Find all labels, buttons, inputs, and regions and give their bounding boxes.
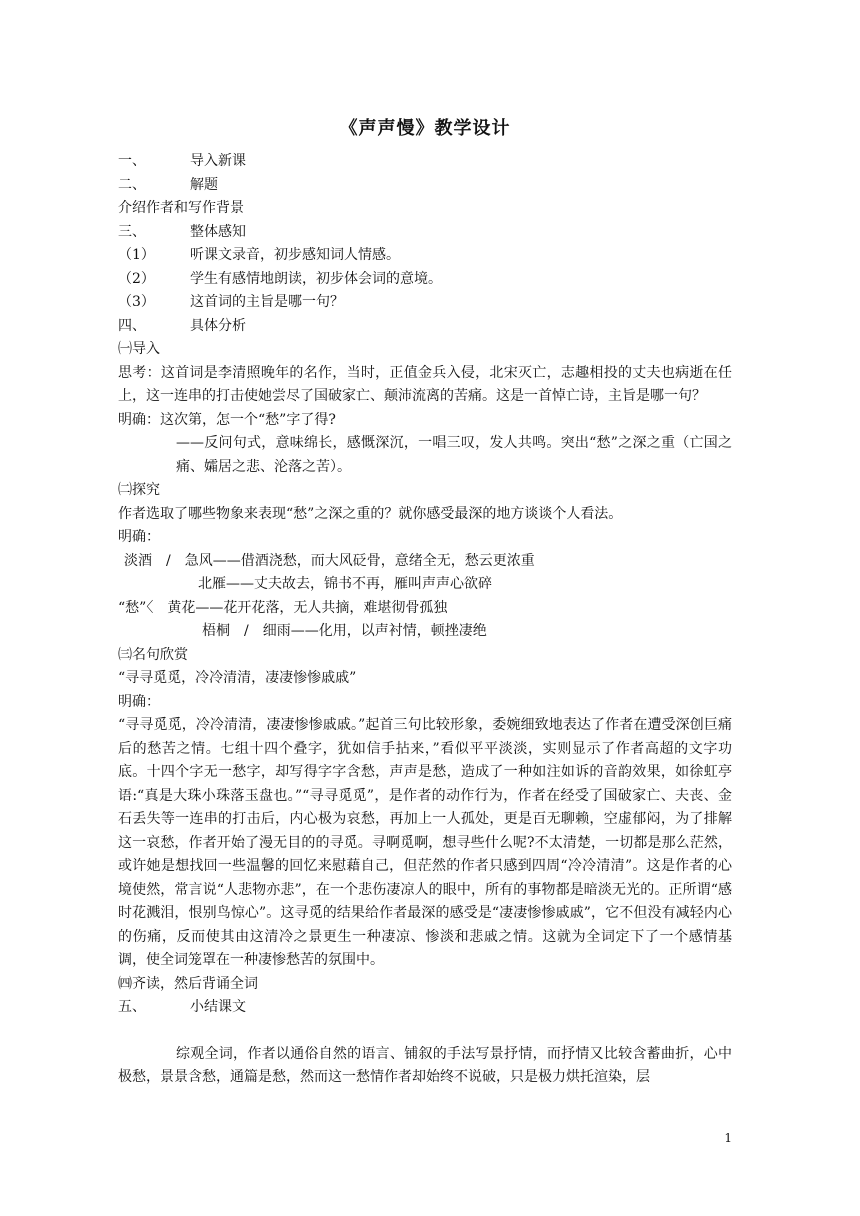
imagery-line: 梧桐 / 细雨——化用，以声衬情，顿挫凄绝 — [202, 623, 487, 639]
list-item — [118, 291, 732, 315]
list-item — [118, 268, 732, 292]
section-3-text: 整体感知 — [190, 223, 246, 240]
clarify-detail: ——反问句式，意味绵长，感慨深沉，一唱三叹，发人共鸣。突出“愁”之深之重（亡国之痛、孀居之悲、沦落之苦）。 — [176, 435, 732, 475]
section-2-body: 介绍作者和写作背景 — [118, 200, 244, 216]
section-2-number: 二、 — [118, 176, 146, 193]
summary-paragraph: 综观全词，作者以通俗自然的语言、铺叙的手法写景抒情，而抒情又比较含蓄曲折，心中极愁，景景含愁，通篇是愁，然而这一愁情作者却始终不说破，只是极力烘托渲染，层 — [118, 1045, 732, 1085]
list-item-number: （2） — [118, 270, 155, 287]
page-number: 1 — [724, 1131, 732, 1145]
list-item-text: 听课文录音，初步感知词人情感。 — [190, 247, 400, 263]
section-5-text: 小结课文 — [190, 999, 246, 1015]
clarify-label: 明确： — [118, 529, 160, 545]
list-item-text: 学生有感情地朗读，初步体会词的意境。 — [190, 270, 442, 287]
section-5-number: 五、 — [118, 999, 146, 1015]
famous-quote: “寻寻觅觅，冷冷清清，凄凄惨惨戚戚” — [118, 670, 357, 686]
clarify-line: 明确：这次第，怎一个“愁”字了得? — [118, 411, 336, 428]
section-3-number: 三、 — [118, 223, 146, 240]
section-3-heading — [118, 221, 732, 245]
think-paragraph: 思考：这首词是李清照晚年的名作，当时，正值金兵入侵，北宋灭亡，志趣相投的丈夫也病逝在任上，这一连串的打击使她尝尽了国破家亡、颠沛流离的苦痛。这是一首悼亡诗，主旨是哪一句？ — [118, 364, 732, 404]
section-2-heading — [118, 174, 732, 198]
section-2-text: 解题 — [190, 176, 218, 193]
section-1-text: 导入新课 — [190, 153, 246, 169]
section-1-heading — [118, 150, 732, 174]
explore-question: 作者选取了哪些物象来表现“愁”之深之重的？就你感受最深的地方谈谈个人看法。 — [118, 505, 623, 522]
document-page — [118, 116, 732, 1090]
list-item-number: （1） — [118, 247, 155, 263]
subsection-recite: ㈣齐读，然后背诵全词 — [118, 975, 258, 992]
section-4-heading — [118, 315, 732, 339]
imagery-line: 北雁——丈夫故去，锦书不再，雁叫声声心欲碎 — [198, 576, 492, 592]
page-title: 《声声慢》教学设计 — [339, 118, 511, 139]
section-4-number: 四、 — [118, 317, 146, 334]
list-item — [118, 244, 732, 268]
section-5-heading — [118, 996, 732, 1020]
list-item-text: 这首词的主旨是哪一句？ — [190, 294, 344, 310]
subsection-intro: ㈠导入 — [118, 341, 160, 357]
section-4-text: 具体分析 — [190, 317, 246, 334]
subsection-explore: ㈡探究 — [118, 482, 160, 498]
analysis-paragraph: “寻寻觅觅，冷冷清清，凄凄惨惨戚戚。”起首三句比较形象，委婉细致地表达了作者在遭受深创巨痛后的愁苦之情。七组十四个叠字，犹如信手拈来，”看似平平淡淡，实则显示了作者高超的文字功底。十四个字无一愁字，却写得字字含愁，声声是愁，造成了一种如注如诉的音韵效果，如徐虹亭语:“真是大珠小珠落玉盘也。”“寻寻觅觅”，是作者的动作行为，作者在经受了国破家亡、夫丧、金石丢失等一连串的打击后，内心极为哀愁，再加上一人孤处，更是百无聊赖，空虚郁闷，为了排解这一哀愁，作者开始了漫无目的的寻觅。寻啊觅啊，想寻些什么呢?不太清楚，一切都是那么茫然，或许她是想找回一些温馨的回忆来慰藉自己，但茫然的作者只感到四周“冷冷清清”。这是作者的心境使然，常言说“人悲物亦悲”，在一个悲伤凄凉人的眼中，所有的事物都是暗淡无光的。正所谓“感时花溅泪，恨别鸟惊心”。这寻觅的结果给作者最深的感受是“凄凄惨惨戚戚”，它不但没有减轻内心的伤痛，反而使其由这清冷之景更生一种凄凉、惨淡和悲戚之情。这就为全词定下了一个感情基调，使全词笼罩在一种凄惨愁苦的氛围中。 — [118, 717, 732, 968]
subsection-quotes: ㈢名句欣赏 — [118, 646, 188, 663]
blank-line — [118, 1020, 732, 1043]
imagery-line: 淡酒 / 急风——借酒浇愁，而大风砭骨，意绪全无，愁云更浓重 — [124, 552, 535, 569]
section-1-number: 一、 — [118, 153, 146, 169]
imagery-line: “愁”〈 黄花——花开花落，无人共摘，难堪彻骨孤独 — [118, 599, 448, 616]
clarify-label: 明确： — [118, 693, 160, 710]
list-item-number: （3） — [118, 294, 155, 310]
